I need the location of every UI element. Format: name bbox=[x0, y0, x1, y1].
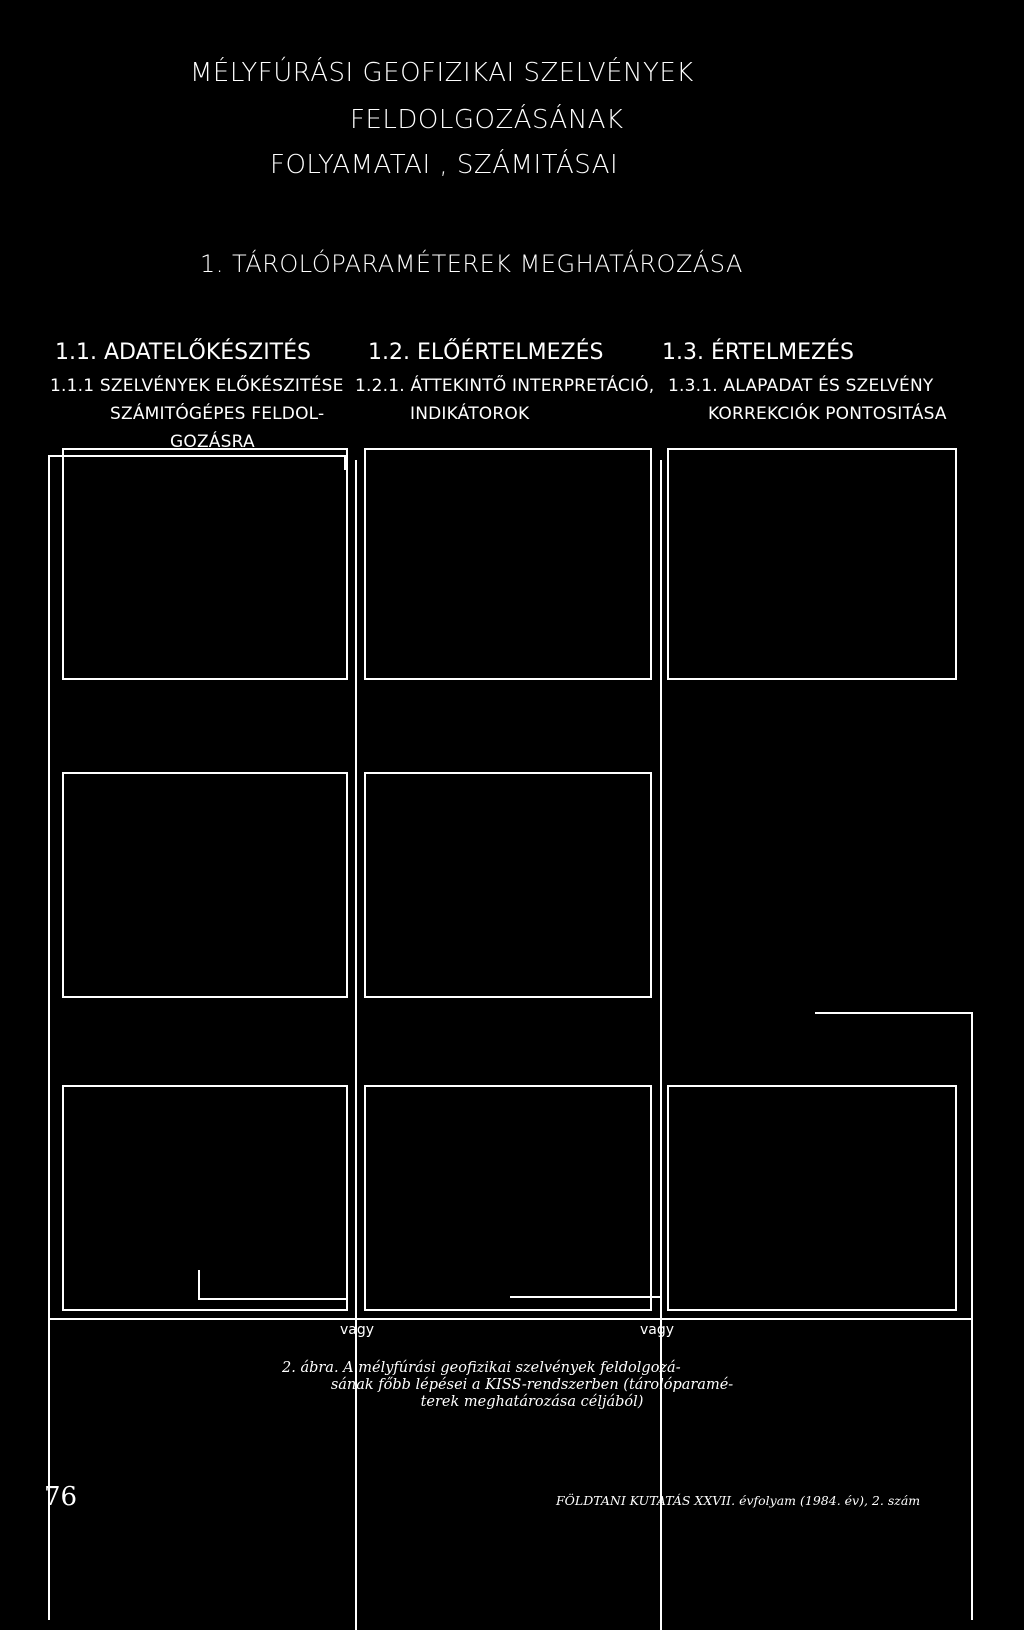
column-heading-3: 1.3. ÉRTELMEZÉS bbox=[662, 340, 854, 365]
box-col1-row1 bbox=[62, 448, 348, 680]
column-3-sub-line-1: 1.3.1. ALAPADAT ÉS SZELVÉNY bbox=[668, 376, 934, 396]
journal-footer: FÖLDTANI KUTATÁS XXVII. évfolyam (1984. év), 2. szám bbox=[556, 1493, 921, 1508]
col1-bottom-connector bbox=[198, 1298, 348, 1300]
title-line-3: FOLYAMATAI , SZÁMITÁSAI bbox=[270, 150, 619, 180]
col2-bottom-connector bbox=[510, 1296, 660, 1298]
box-col3-row3 bbox=[667, 1085, 957, 1311]
left-rail-clip bbox=[48, 455, 50, 1320]
column-3-sub-line-2: KORREKCIÓK PONTOSITÁSA bbox=[708, 404, 947, 424]
column-1-sub-line-3: GOZÁSRA bbox=[170, 432, 255, 452]
title-line-1: MÉLYFÚRÁSI GEOFIZIKAI SZELVÉNYEK bbox=[190, 58, 694, 88]
right-bracket-line bbox=[660, 460, 662, 1630]
figure-caption-line-3: terek meghatározása céljából) bbox=[420, 1394, 644, 1410]
middle-bracket-line bbox=[355, 460, 357, 1630]
figure-caption-line-1: 2. ábra. A mélyfúrási geofizikai szelvények feldolgozá- bbox=[282, 1360, 681, 1376]
right-connector-vertical bbox=[971, 1012, 973, 1620]
box-col2-row3 bbox=[364, 1085, 652, 1311]
box-col2-row1 bbox=[364, 448, 652, 680]
column-1-sub-line-2: SZÁMITÓGÉPES FELDOL- bbox=[110, 404, 325, 424]
bottom-rail bbox=[48, 1318, 973, 1320]
right-connector-top bbox=[815, 1012, 973, 1014]
vagy-label-right: vagy bbox=[640, 1322, 675, 1338]
title-line-2: FELDOLGOZÁSÁNAK bbox=[350, 105, 624, 135]
box-col2-row2 bbox=[364, 772, 652, 998]
page-number: 76 bbox=[44, 1482, 78, 1512]
col1-bottom-tick bbox=[198, 1270, 200, 1300]
column-heading-2: 1.2. ELŐÉRTELMEZÉS bbox=[368, 340, 604, 365]
figure-caption-line-2: sának főbb lépései a KISS-rendszerben (tárolóparamé- bbox=[330, 1377, 734, 1393]
column-1-sub-line-1: 1.1.1 SZELVÉNYEK ELŐKÉSZITÉSE bbox=[50, 376, 344, 396]
box-col1-row2 bbox=[62, 772, 348, 998]
box-col1-row3 bbox=[62, 1085, 348, 1311]
column-2-sub-line-1: 1.2.1. ÁTTEKINTŐ INTERPRETÁCIÓ, bbox=[355, 376, 655, 396]
column-heading-1: 1.1. ADATELŐKÉSZITÉS bbox=[55, 340, 311, 365]
main-section-heading: 1. TÁROLÓPARAMÉTEREK MEGHATÁROZÁSA bbox=[200, 250, 743, 278]
vagy-label-left: vagy bbox=[340, 1322, 375, 1338]
column-2-sub-line-2: INDIKÁTOROK bbox=[410, 404, 530, 424]
box-col3-row1 bbox=[667, 448, 957, 680]
